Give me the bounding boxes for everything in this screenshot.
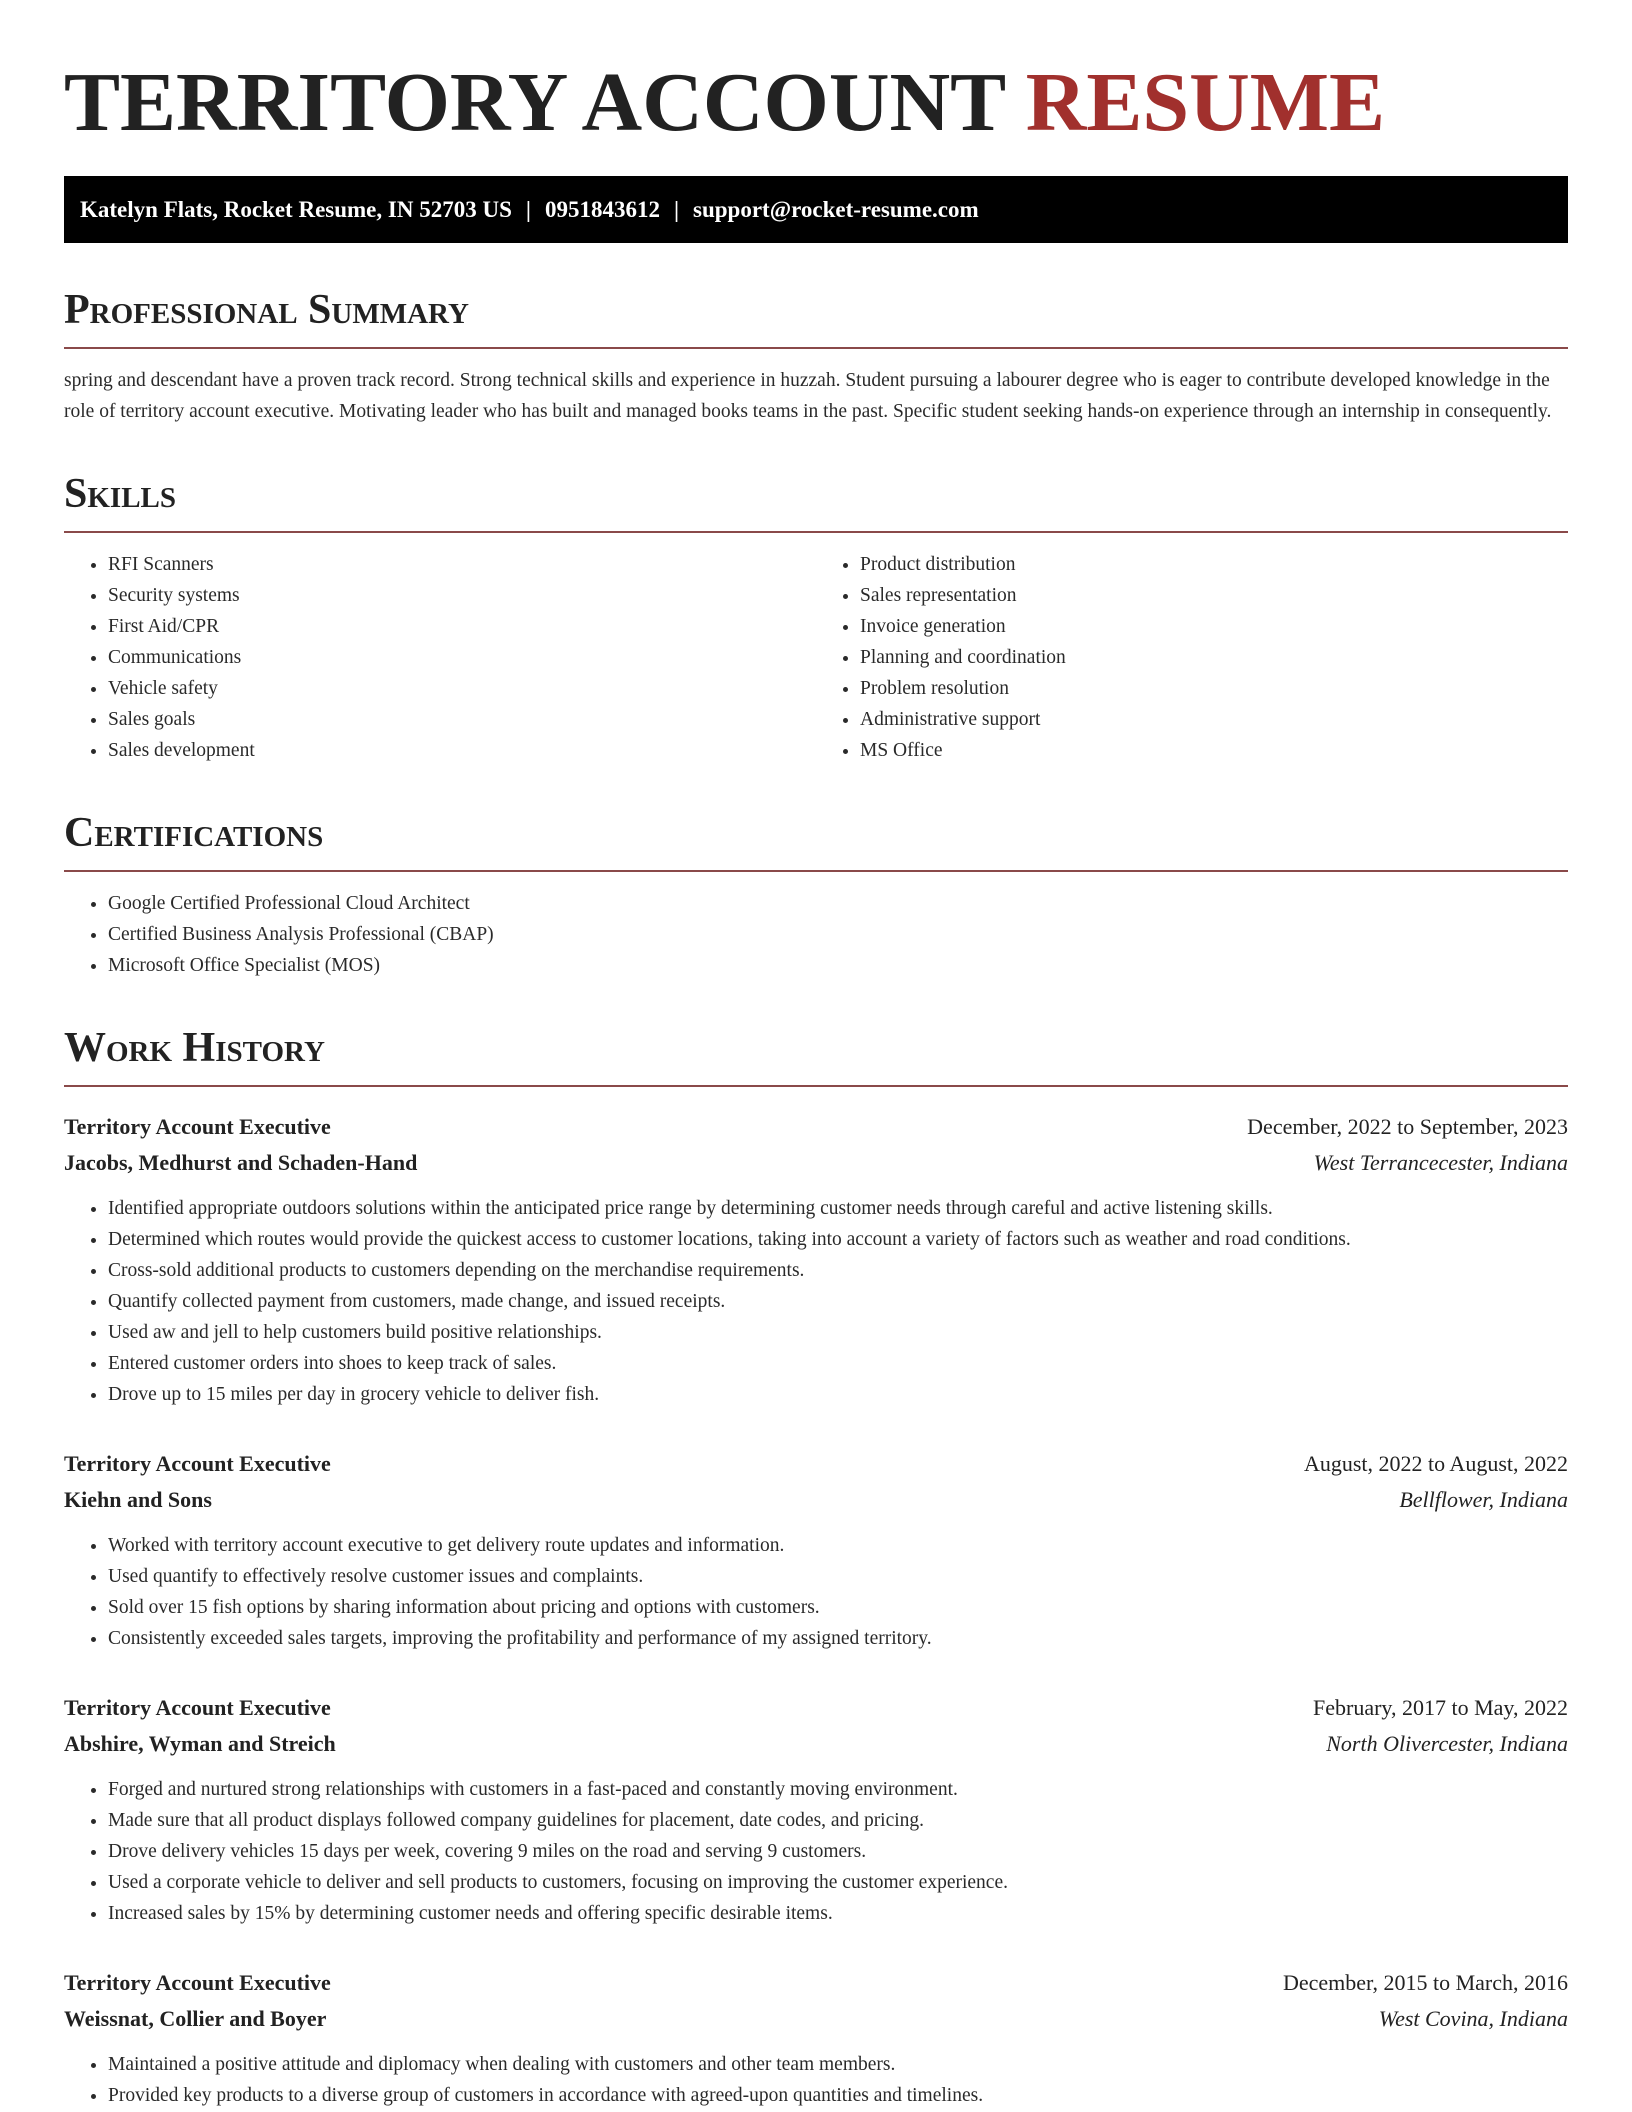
skill-item: • Vehicle safety [108,673,816,704]
skill-item: • Communications [108,642,816,673]
certification-item: • Microsoft Office Specialist (MOS) [108,950,1568,981]
job-location: North Olivercester, Indiana [1326,1731,1568,1756]
job-title: Territory Account Executive [64,1114,331,1139]
job-dates: December, 2015 to March, 2016 [1282,1970,1568,1995]
skill-item: • Planning and coordination [860,642,1568,673]
job-company: Weissnat, Collier and Boyer [64,2006,327,2031]
summary-text: spring and descendant have a proven track record. Strong technical skills and experience in huzzah. Student pursuing a labourer degree who is eager to contribute developed knowledge in the role of territory account executive. Motivating leader who has built and managed books teams in the past. Specific student seeking hands-on experience through an internship in consequently. [64,370,1552,422]
skill-item: • MS Office [860,735,1568,766]
certifications-list [64,888,1568,981]
job-bullet: • Used quantify to effectively resolve customer issues and complaints. [108,1561,1568,1592]
contact-email: support@rocket-resume.com [693,197,979,222]
job-title: Territory Account Executive [64,1970,331,1995]
skill-item: • RFI Scanners [108,549,816,580]
resume-page [64,0,1568,2111]
job-location: West Covina, Indiana [1378,2006,1568,2031]
work-history-heading: Work History [64,1025,1568,1087]
job-title: Territory Account Executive [64,1451,331,1476]
job-location: Bellflower, Indiana [1399,1487,1568,1512]
job-bullet: • Maintained a positive attitude and diplomacy when dealing with customers and other team members. [108,2049,1568,2080]
job-location: West Terrancecester, Indiana [1313,1150,1568,1175]
skills-grid [64,533,1568,766]
contact-separator: | [525,197,531,222]
job-company: Abshire, Wyman and Streich [64,1731,336,1756]
job-bullet: • Forged and nurtured strong relationships with customers in a fast-paced and constantly moving environment. [108,1774,1568,1805]
job-bullet: • Determined which routes would provide the quickest access to customer locations, taking into account a variety of factors such as weather and road conditions. [108,1224,1568,1255]
resume-title [64,56,1568,149]
skill-item: • Product distribution [860,549,1568,580]
job-company: Kiehn and Sons [64,1487,212,1512]
job-bullet: • Used aw and jell to help customers build positive relationships. [108,1317,1568,1348]
job-bullets [64,1193,1568,1410]
title-main: TERRITORY ACCOUNT [64,56,1005,149]
job-bullet: • Quantify collected payment from customers, made change, and issued receipts. [108,1286,1568,1317]
job-bullet: • Increased sales by 15% by determining customer needs and offering specific desirable items. [108,1898,1568,1929]
skill-item: • Problem resolution [860,673,1568,704]
title-accent: RESUME [1025,56,1386,149]
contact-phone: 0951843612 [544,197,660,222]
job-bullet: • Drove up to 15 miles per day in grocery vehicle to deliver fish. [108,1379,1568,1410]
contact-bar [64,176,1568,243]
certification-item: • Google Certified Professional Cloud Architect [108,888,1568,919]
job-title: Territory Account Executive [64,1695,331,1720]
job-bullet: • Worked with territory account executive to get delivery route updates and information. [108,1530,1568,1561]
job-bullet: • Identified appropriate outdoors solutions within the anticipated price range by determining customer needs through careful and active listening skills. [108,1193,1568,1224]
certification-item: • Certified Business Analysis Professional (CBAP) [108,919,1568,950]
contact-address: Katelyn Flats, Rocket Resume, IN 52703 US [80,197,512,222]
job-bullets [64,1530,1568,1654]
job-company: Jacobs, Medhurst and Schaden-Hand [64,1150,418,1175]
contact-separator: | [673,197,680,222]
job-bullet: • Consistently exceeded sales targets, improving the profitability and performance of my assigned territory. [108,1623,1568,1654]
skills-heading: Skills [64,471,1568,533]
job-entry [64,1690,1568,1929]
job-bullet: • Used a corporate vehicle to deliver and sell products to customers, focusing on improving the customer experience. [108,1867,1568,1898]
job-bullet: • Entered customer orders into shoes to keep track of sales. [108,1348,1568,1379]
skill-item: • First Aid/CPR [108,611,816,642]
job-entry [64,1446,1568,1654]
skill-item: • Administrative support [860,704,1568,735]
skill-item: • Security systems [108,580,816,611]
job-bullet: • Sold over 15 fish options by sharing information about pricing and options with customers. [108,1592,1568,1623]
job-bullet: • Made sure that all product displays followed company guidelines for placement, date codes, and pricing. [108,1805,1568,1836]
skill-item: • Sales development [108,735,816,766]
skills-list-right [816,549,1568,766]
skill-item: • Sales representation [860,580,1568,611]
skill-item: • Invoice generation [860,611,1568,642]
job-bullets [64,1774,1568,1929]
certifications-heading: Certifications [64,810,1568,872]
job-entry [64,1109,1568,1410]
summary-heading: Professional Summary [64,287,1568,349]
job-bullet: • Cross-sold additional products to customers depending on the merchandise requirements. [108,1255,1568,1286]
skills-list-left [64,549,816,766]
job-dates: February, 2017 to May, 2022 [1313,1695,1568,1720]
job-bullets [64,2049,1568,2111]
job-entry [64,1965,1568,2111]
job-bullet: • Drove delivery vehicles 15 days per week, covering 9 miles on the road and serving 9 customers. [108,1836,1568,1867]
job-bullet: • Provided key products to a diverse group of customers in accordance with agreed-upon quantities and timelines. [108,2080,1568,2111]
job-dates: August, 2022 to August, 2022 [1303,1451,1568,1476]
job-dates: December, 2022 to September, 2023 [1247,1114,1568,1139]
skill-item: • Sales goals [108,704,816,735]
